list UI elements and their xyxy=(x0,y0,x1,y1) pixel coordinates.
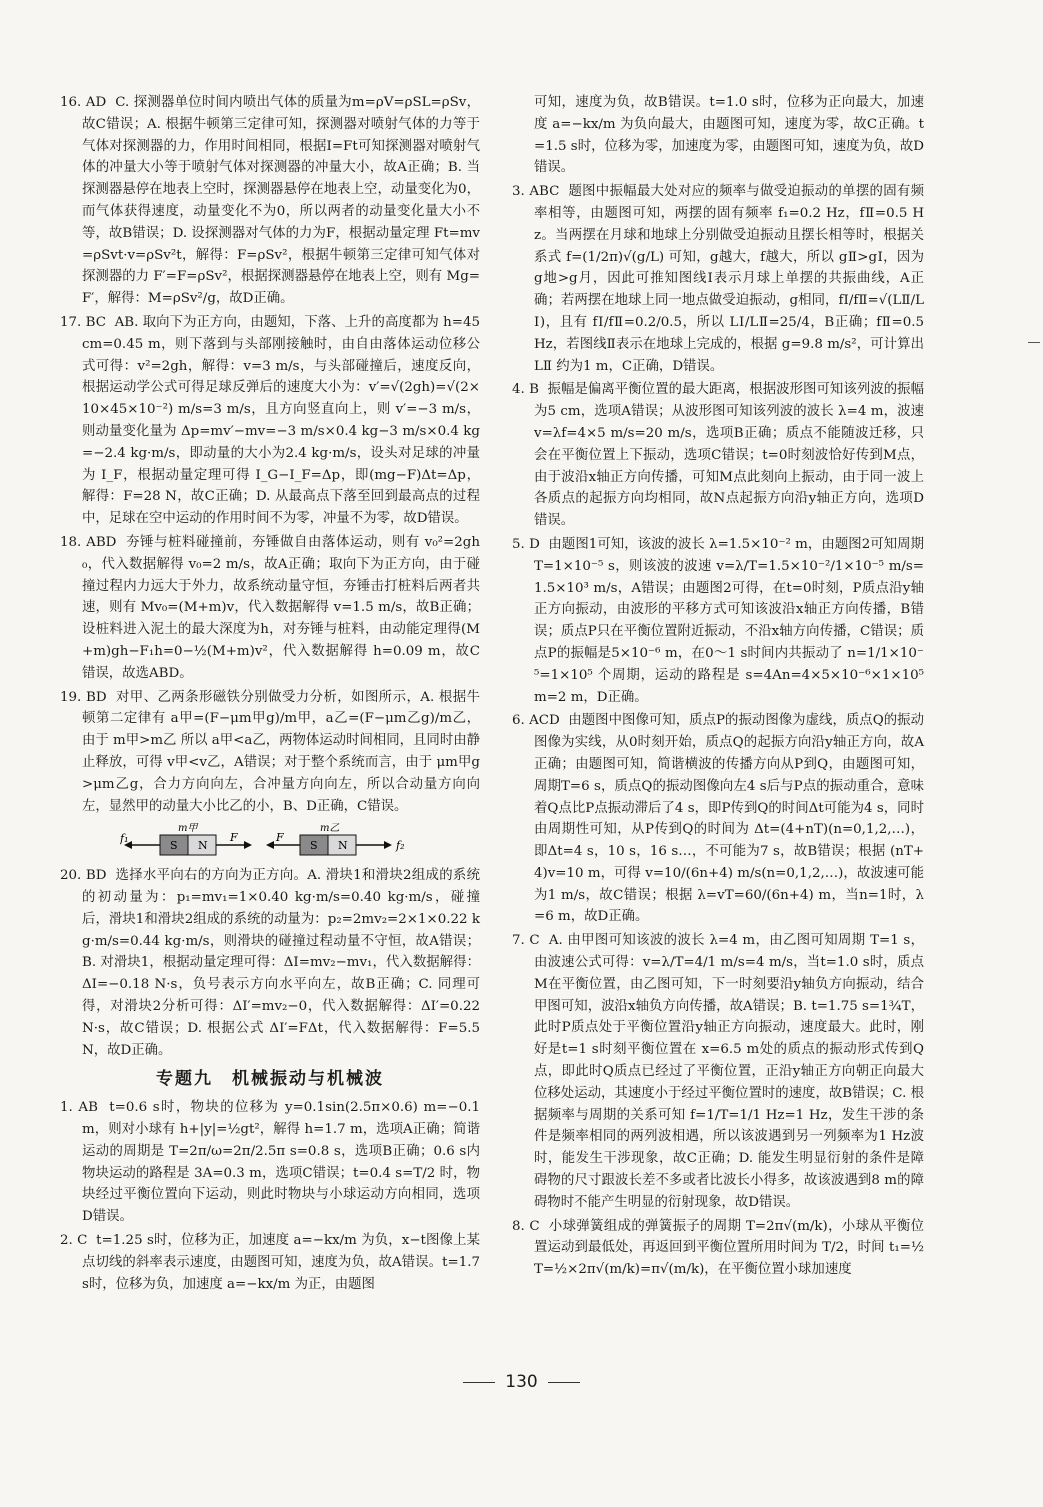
answer-19: 19. BD 对甲、乙两条形磁铁分别做受力分析，如图所示，A. 根据牛顿第二定律有 a甲=(F−μm甲g)/m甲，a乙=(F−μm乙g)/m乙，由于 m甲>m乙 所以 a甲<a乙，两物体运动时间相同，且同时由静止释放，可得 v甲<v乙，A错误；对于整个系统而言，由于 μm甲g>μm乙g，合力方向向左，合冲量方向向左，所以合动量方向向左，显然甲的动量大小比乙的小，B、D正确，C错误。 xyxy=(60,689,480,814)
answer-18: 18. ABD 夯锤与桩料碰撞前，夯锤做自由落体运动，则有 v₀²=2gh₀，代入数据解得 v₀=2 m/s，故A正确；取向下为正方向，由于碰撞过程内力远大于外力，故系统动量守恒，夯锤击打桩料后两者共速，则有 Mv₀=(M+m)v，代入数据解得 v=1.5 m/s，故B正确；设桩料进入泥土的最大深度为h，对夯锤与桩料，由动能定理得(M+m)gh−F₁h=0−½(M+m)v²，代入数据解得 h=0.09 m，故C错误，故选ABD。 xyxy=(60,534,480,681)
answer-20: 20. BD 选择水平向右的方向为正方向。A. 滑块1和滑块2组成的系统的初动量为：p₁=mv₁=1×0.40 kg·m/s=0.40 kg·m/s，碰撞后，滑块1和滑块2组成的系统的动量为：p₂=2mv₂=2×1×0.22 kg·m/s=0.44 kg·m/s，则滑块的碰撞过程动量不守恒，故A错误；B. 对滑块1，根据动量定理可得：ΔI=mv₂−mv₁，代入数据解得：ΔI=−0.18 N·s，负号表示方向水平向左，故B正确；C. 同理可得，对滑块2分析可得：ΔI′=mv₂−0，代入数据解得：ΔI′=0.22 N·s，故C错误；D. 根据公式 ΔI′=FΔt，代入数据解得：F=5.5 N，故D正确。 xyxy=(60,868,485,1058)
margin-mark xyxy=(1028,342,1040,343)
section-title: 专题九 机械振动与机械波 xyxy=(156,1069,384,1090)
left-column xyxy=(60,92,485,1297)
force-f-label-right: F xyxy=(276,831,284,845)
f1-label: f₁ xyxy=(120,832,129,846)
f2-arrowhead xyxy=(384,841,392,849)
right-column xyxy=(512,92,929,1283)
page-number-text: 130 xyxy=(505,1372,538,1392)
force-left-arrowhead xyxy=(266,841,274,849)
magnet-yi-s-label: S xyxy=(310,839,318,853)
m-jia-label: m甲 xyxy=(178,823,198,835)
force-right-arrowhead xyxy=(244,841,252,849)
force-f-label-left: F xyxy=(230,831,238,845)
answer-s9-5: 5. D 由题图1可知，该波的波长 λ=1.5×10⁻² m，由题图2可知周期 T=1×10⁻⁵ s，则该波的波速 v=λ/T=1.5×10⁻²/1×10⁻⁵ m/s=1.5×10³ m/s，A错误；由题图2可得，在t=0时刻，P质点沿y轴正方向振动，由波形的平移方式可知该波沿x轴正方向传播，B错误；质点P只在平衡位置附近振动，不沿x轴方向传播，C错误；质点P的振幅是5×10⁻⁶ m，在0～1 s时间内共振动了 n=1/1×10⁻⁵=1×10⁵ 个周期，运动的路程是 s=4An=4×5×10⁻⁶×1×10⁵ m=2 m，D正确。 xyxy=(512,536,929,705)
magnet-jia-n-label: N xyxy=(198,839,208,853)
answer-s9-2: 2. C t=1.25 s时，位移为正，加速度 a=−kx/m 为负，x−t图像上某点切线的斜率表示速度，由题图可知，速度为负，故A错误。t=1.7 s时，位移为负，加速度 a=−kx/m 为正，由题图 xyxy=(60,1233,485,1292)
answer-s9-7: 7. C A. 由甲图可知该波的波长 λ=4 m，由乙图可知周期 T=1 s，由波速公式可得：v=λ/T=4/1 m/s=4 m/s，当t=1.0 s时，质点M在平衡位置，由乙图可知，下一时刻要沿y轴负方向振动，结合甲图可知，波沿x轴负方向传播，故A错误；B. t=1.75 s=1¾T，此时P质点处于平衡位置沿y轴正方向振动，速度最大。此时，刚好是t=1 s时刻平衡位置在 x=6.5 m处的质点的振动形式传到Q点，即此时Q质点已经过了平衡位置，正沿y轴正方向朝正向最大位移处运动，其速度小于经过平衡位置时的速度，故B错误；C. 根据频率与周期的关系可知 f=1/T=1/1 Hz=1 Hz，发生干涉的条件是频率相同的两列波相遇，所以该波遇到另一列频率为1 Hz波时，能发生干涉现象，故C正确；D. 能发生明显衍射的条件是障碍物的尺寸跟波长差不多或者比波长小得多，故该波遇到8 m的障碍物时不能产生明显的衍射现象，故D错误。 xyxy=(512,933,924,1210)
page-number-rule-left xyxy=(463,1382,495,1383)
answer-s9-2-continued: 可知，速度为负，故B错误。t=1.0 s时，位移为正向最大，加速度 a=−kx/m 为负向最大，由题图可知，速度为零，故C正确。t=1.5 s时，位移为零，加速度为零，由题图可知，速度为负，故D错误。 xyxy=(534,95,924,176)
page-number xyxy=(0,1372,1043,1392)
magnet-jia-s-label: S xyxy=(170,839,178,853)
answer-17: 17. BC AB. 取向下为正方向，由题知，下落、上升的高度都为 h=45 cm=0.45 m，则下落到与头部刚接触时，由自由落体运动位移公式可得：v²=2gh，解得：v=3 m/s，与头部碰撞后，速度反向，根据运动学公式可得足球反弹后的速度大小为：v′=√(2gh)=√(2×10×45×10⁻²) m/s=3 m/s，且方向竖直向上，则 v′=−3 m/s，则动量变化量为 Δp=mv′−mv=−3 m/s×0.4 kg−3 m/s×0.4 kg=−2.4 kg·m/s，即动量的大小为2.4 kg·m/s，设头对足球的冲量为 I_F，根据动量定理可得 I_G−I_F=Δp，即(mg−F)Δt=Δp，解得：F=28 N，故C正确；D. 从最高点下落至回到最高点的过程中，足球在空中运动的作用时间不为零，冲量不为零，故D错误。 xyxy=(60,314,485,527)
f2-label: f₂ xyxy=(396,839,405,853)
answer-s9-6: 6. ACD 由题图中图像可知，质点P的振动图像为虚线，质点Q的振动图像为实线，从0时刻开始，质点Q的起振方向沿y轴正方向，故A正确；由题图可知，简谐横波的传播方向从P到Q，由题图可知，周期T=6 s，质点Q的振动图像向左4 s后与P点的振动重合，意味着Q点比P点振动滞后了4 s，即P传到Q的时间Δt可能为4 s，同时由周期性可知，从P传到Q的时间为 Δt=(4+nT)(n=0,1,2,…)，即Δt=4 s，10 s，16 s…，不可能为7 s，故B错误；根据 (nT+4)v=10 m，可得 v=10/(6n+4) m/s(n=0,1,2,…)，故波速可能为1 m/s，故C错误；根据 λ=vT=60/(6n+4) m，当n=1时，λ=6 m，故D正确。 xyxy=(512,713,924,925)
answer-s9-4: 4. B 振幅是偏离平衡位置的最大距离，根据波形图可知该列波的振幅为5 cm，选项A错误；从波形图可知该列波的波长 λ=4 m，波速 v=λf=4×5 m/s=20 m/s，选项B正确；质点不能随波迁移，只会在平衡位置上下振动，选项C错误；t=0时刻波恰好传到M点，由于波沿x轴正方向传播，可知M点此刻向上振动，由于同一波上各质点的起振方向均相同，故N点起振方向沿y轴正方向，选项D错误。 xyxy=(512,382,929,529)
answer-s9-1: 1. AB t=0.6 s时，物块的位移为 y=0.1sin(2.5π×0.6) m=−0.1 m，则对小球有 h+|y|=½gt²，解得 h=1.7 m，选项A正确；简谐运动的周期是 T=2π/ω=2π/2.5π s=0.8 s，选项B正确；0.6 s内物块运动的路程是 3A=0.3 m，选项C错误；t=0.4 s=T/2 时，物块经过平衡位置向下运动，则此时物块与小球运动方向相同，选项D错误。 xyxy=(60,1100,485,1225)
page-number-rule-right xyxy=(548,1382,580,1383)
answer-s9-8: 8. C 小球弹簧组成的弹簧振子的周期 T=2π√(m/k)，小球从平衡位置运动到最低处，再返回到平衡位置所用时间为 T/2，时间 t₁=½T=½×2π√(m/k)=π√(m/k)，在平衡位置小球加速度 xyxy=(512,1218,924,1278)
m-yi-label: m乙 xyxy=(320,823,340,835)
answer-16: 16. AD C. 探测器单位时间内喷出气体的质量为m=ρV=ρSL=ρSv，故C错误；A. 根据牛顿第三定律可知，探测器对喷射气体的力等于气体对探测器的力，作用时间相同，根据I=Ft可知探测器对喷射气体的冲量大小等于喷射气体对探测器的冲量大小，故A正确；B. 当探测器悬停在地表上空时，探测器悬停在地表上空，动量变化为0，而气体获得速度，动量变化不为0，所以两者的动量变化量大小不等，故B错误；D. 设探测器对气体的力为F，根据动量定理 Ft=mv=ρSvt·v=ρSv²t，解得：F=ρSv²，根据牛顿第三定律可知气体对探测器的力 F′=F=ρSv²，根据探测器悬停在地表上空，则有 Mg=F′，解得：M=ρSv²/g，故D正确。 xyxy=(60,95,480,307)
magnet-yi-n-label: N xyxy=(338,839,348,853)
answer-s9-3: 3. ABC 题图中振幅最大处对应的频率与做受迫振动的单摆的固有频率相等，由题图可知，两摆的固有频率 f₁=0.2 Hz，fⅡ=0.5 Hz。当两摆在月球和地球上分别做受迫振动且摆长相等时，根据关系式 f=(1/2π)√(g/L) 可知，g越大，f越大，所以 gⅡ>gⅠ，因为 g地>g月，因此可推知图线Ⅰ表示月球上单摆的共振曲线，A正确；若两摆在地球上同一地点做受迫振动，g相同，fⅠ/fⅡ=√(LⅡ/LⅠ)，且有 fⅠ/fⅡ=0.2/0.5，所以 LⅠ/LⅡ=25/4，B正确；fⅡ=0.5 Hz，若图线Ⅱ表示在地球上完成的，根据 g=9.8 m/s²，可计算出 LⅡ 约为1 m，C正确，D错误。 xyxy=(512,184,929,374)
magnet-force-diagram xyxy=(120,821,420,857)
